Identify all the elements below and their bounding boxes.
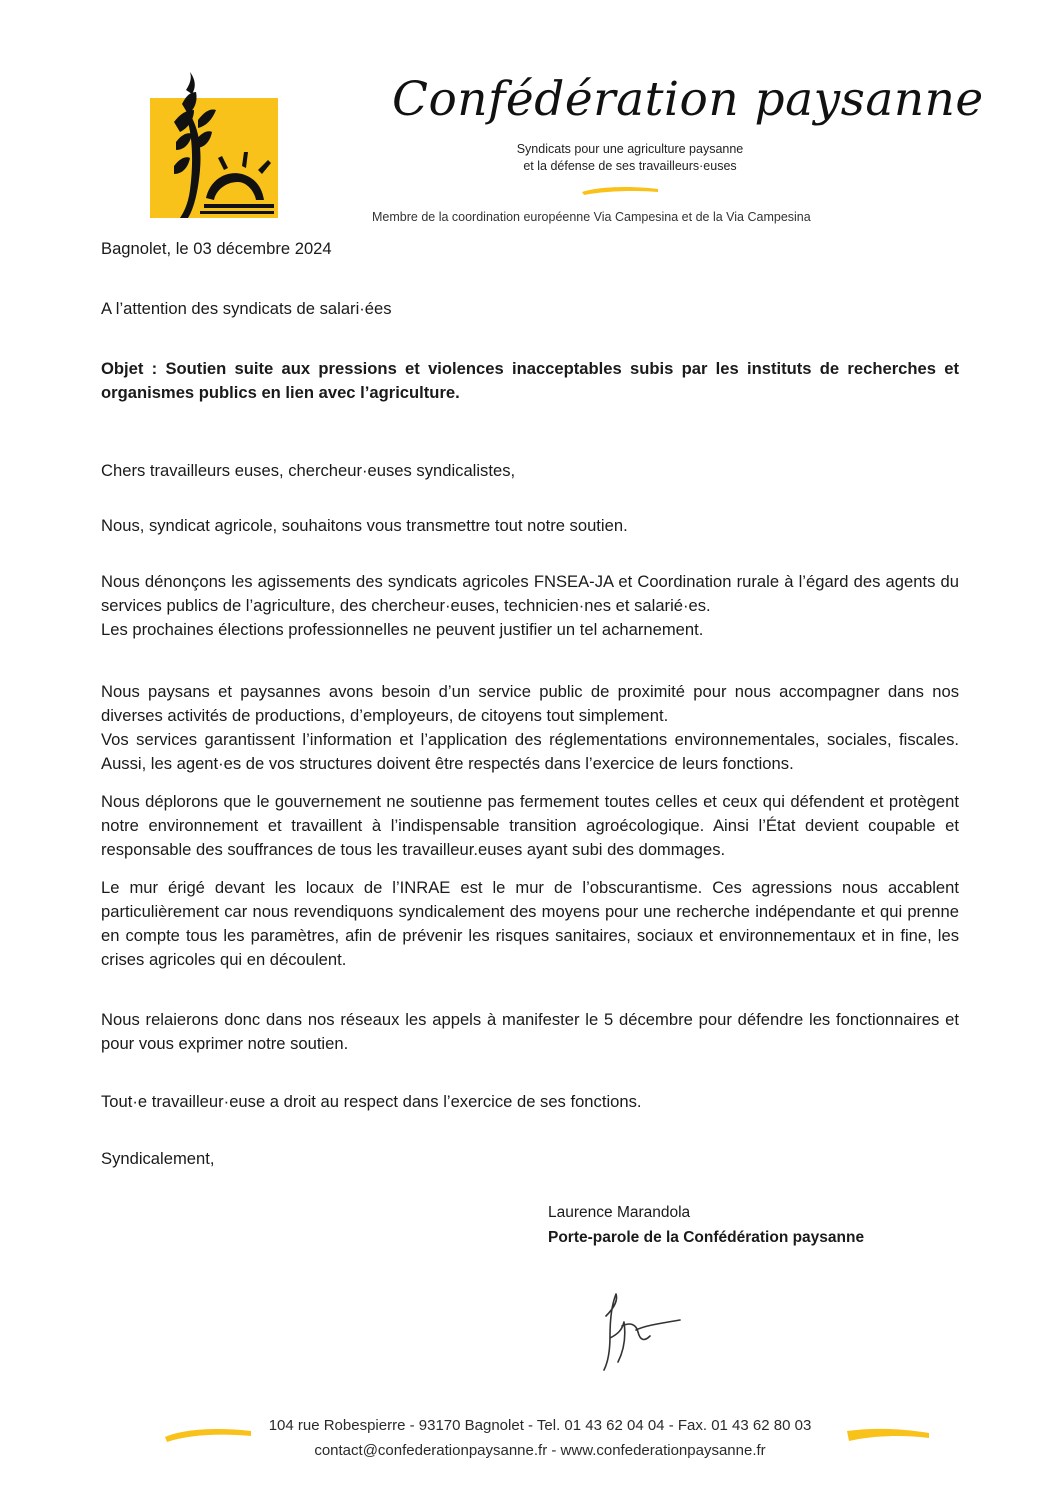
handwritten-signature-icon <box>596 1290 686 1372</box>
tagline-line-1: Syndicats pour une agriculture paysanne <box>516 142 744 156</box>
organization-name: Confédération paysanne <box>392 72 984 127</box>
footer-contact <box>240 1413 840 1463</box>
membership-line: Membre de la coordination européenne Via Campesina et de la Via Campesina <box>372 210 811 224</box>
paragraph <box>101 876 959 972</box>
paragraph-text: Nous paysans et paysannes avons besoin d’un service public de proximité pour nous accompagner dans nos diverses activités de productions, d’employeurs, de citoyens tout simplement. <box>101 682 959 725</box>
paragraph-text: Tout·e travailleur·euse a droit au respect dans l’exercice de ses fonctions. <box>101 1092 642 1111</box>
paragraph <box>101 1090 959 1114</box>
letter-closing: Syndicalement, <box>101 1149 215 1168</box>
paragraph-text: Nous déplorons que le gouvernement ne soutienne pas fermement toutes celles et ceux qui défendent et protègent notre environnement et travaillent à l’indispensable transition agroécologique. Ainsi l’État devient coupable et responsable des souffrances de tous les travailleur.euses ayant subi des dommages. <box>101 792 959 859</box>
tagline-swoosh-icon <box>580 184 660 196</box>
paragraph <box>101 790 959 862</box>
footer-address: 104 rue Robespierre - 93170 Bagnolet - Tel. 01 43 62 04 04 - Fax. 01 43 62 80 03 <box>268 1417 812 1434</box>
logo-wheat-sun-icon <box>146 70 282 222</box>
letter-date: Bagnolet, le 03 décembre 2024 <box>101 239 332 258</box>
paragraph-text: Le mur érigé devant les locaux de l’INRAE est le mur de l’obscurantisme. Ces agressions nous accablent particulièrement car nous revendiquons syndicalement des moyens pour une recherche indépendante et qui prenne en compte tous les paramètres, afin de prévenir les risques sanitaires, sociaux et environnementaux et in fine, les crises agricoles qui en découlent. <box>101 878 959 969</box>
paragraph-text: Nous, syndicat agricole, souhaitons vous transmettre tout notre soutien. <box>101 516 628 535</box>
signer-block <box>548 1200 864 1250</box>
tagline-line-2: et la défense de ses travailleurs·euses <box>523 159 737 173</box>
footer-web-contact: contact@confederationpaysanne.fr - www.confederationpaysanne.fr <box>314 1442 766 1459</box>
paragraph <box>101 1008 959 1056</box>
signer-name: Laurence Marandola <box>548 1204 691 1221</box>
organization-tagline <box>470 141 790 175</box>
paragraph-text: Les prochaines élections professionnelles ne peuvent justifier un tel acharnement. <box>101 620 704 639</box>
letter-recipient: A l’attention des syndicats de salari·ées <box>101 299 392 318</box>
letter-subject: Objet : Soutien suite aux pressions et violences inacceptables subis par les instituts de recherches et organismes publics en lien avec l’agriculture. <box>101 359 959 402</box>
paragraph-text: Nous relaierons donc dans nos réseaux les appels à manifester le 5 décembre pour défendre les fonctionnaires et pour vous exprimer notre soutien. <box>101 1010 959 1053</box>
paragraph <box>101 680 959 776</box>
paragraph-text: Nous dénonçons les agissements des syndicats agricoles FNSEA-JA et Coordination rurale à l’égard des agents du services publics de l’agriculture, des chercheur·euses, technicien·nes et salarié·es. <box>101 572 959 615</box>
letter-greeting: Chers travailleurs euses, chercheur·euses syndicalistes, <box>101 461 516 480</box>
paragraph-text: Vos services garantissent l’information et l’application des réglementations environnementales, sociales, fiscales. Aussi, les agent·es de vos structures doivent être respectés dans l’exercice de leurs fonctions. <box>101 730 959 773</box>
footer-swoosh-right-icon <box>845 1423 931 1443</box>
paragraph <box>101 570 959 642</box>
paragraph <box>101 514 959 538</box>
signer-title: Porte-parole de la Confédération paysanne <box>548 1229 865 1246</box>
